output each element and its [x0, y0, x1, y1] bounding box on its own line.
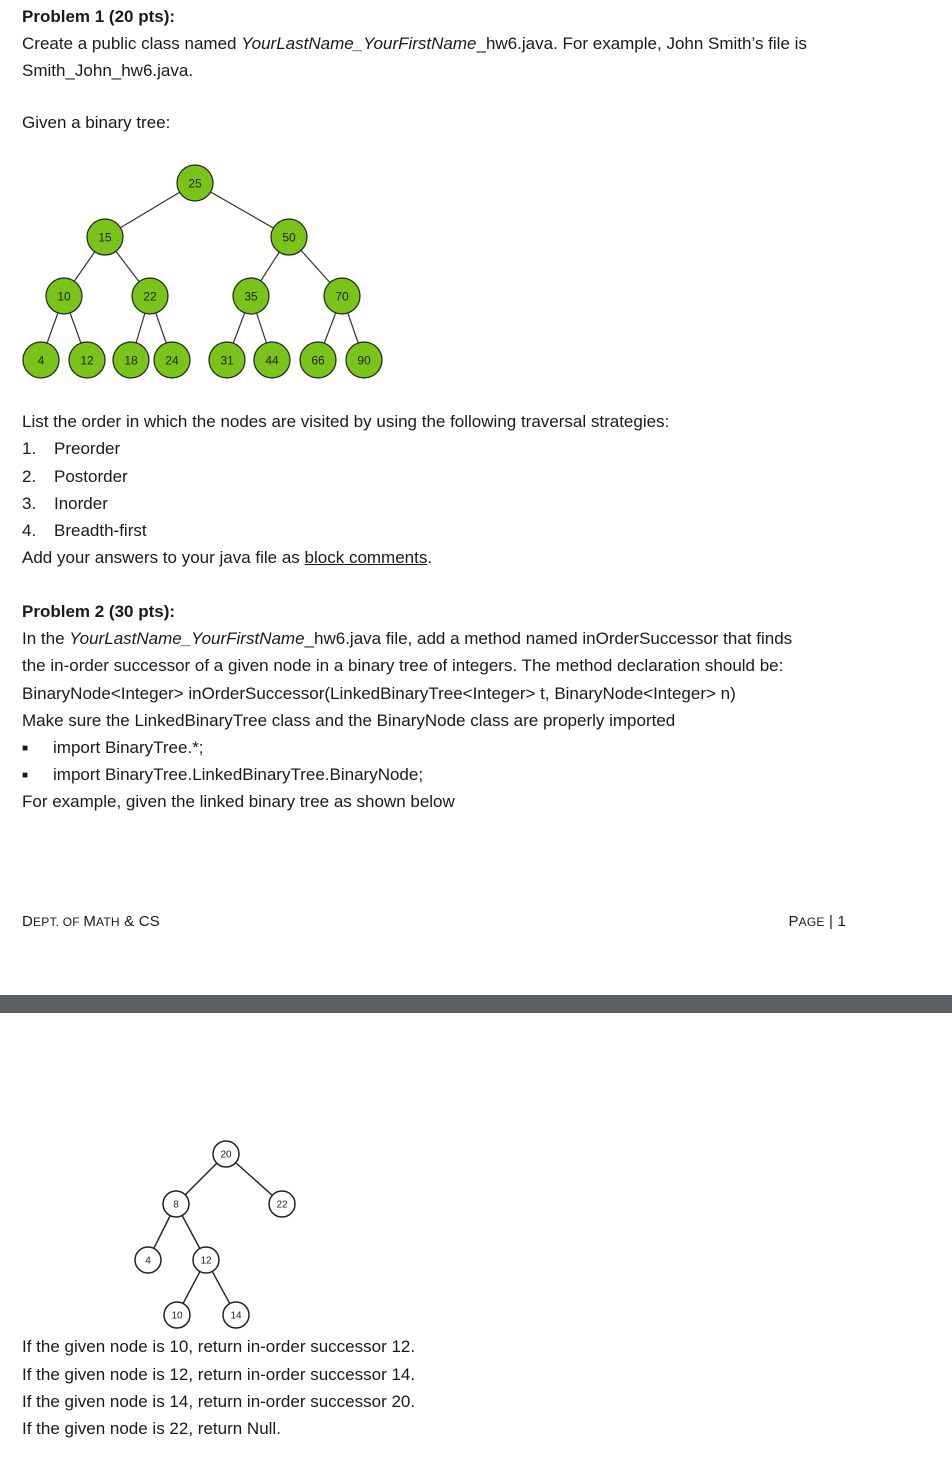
- block-comments-link[interactable]: block comments: [304, 548, 428, 567]
- tree-node-label-44: 44: [265, 353, 279, 368]
- list-item-1: 1. Preorder: [22, 439, 121, 458]
- tree-node-label-22: 22: [276, 1199, 288, 1211]
- bullet-icon: ■: [22, 743, 29, 754]
- tree1-nodes: [23, 165, 382, 378]
- page-separator: [0, 995, 952, 1013]
- example-line-2: If the given node is 12, return in-order successor 14.: [22, 1365, 416, 1384]
- method-declaration: BinaryNode<Integer> inOrderSuccessor(LinkedBinaryTree<Integer> t, BinaryNode<Integer> n): [22, 684, 736, 703]
- list-item-4: 4. Breadth-first: [22, 521, 147, 540]
- tree-node-label-12: 12: [80, 353, 94, 368]
- problem2-line4: Make sure the LinkedBinaryTree class and the BinaryNode class are properly imported: [22, 711, 676, 730]
- tree-node-label-70: 70: [335, 289, 349, 304]
- tree-node-label-35: 35: [244, 289, 258, 304]
- tree-node-label-25: 25: [188, 176, 202, 191]
- example-line-1: If the given node is 10, return in-order successor 12.: [22, 1337, 416, 1356]
- tree-node-label-10: 10: [57, 289, 71, 304]
- tree-node-label-31: 31: [220, 353, 234, 368]
- problem2-line1: In the YourLastName_YourFirstName_hw6.java file, add a method named inOrderSuccessor that finds: [22, 629, 793, 648]
- tree-node-label-10: 10: [171, 1310, 183, 1322]
- tree-node-label-50: 50: [282, 230, 296, 245]
- import-bullet-1: ■ import BinaryTree.*;: [22, 738, 204, 757]
- page-2: [0, 1013, 952, 1469]
- tree-node-label-18: 18: [124, 353, 138, 368]
- tree-node-label-22: 22: [143, 289, 157, 304]
- bullet-icon: ■: [22, 770, 29, 781]
- binary-tree-figure: [0, 155, 400, 385]
- tree-node-label-90: 90: [357, 353, 371, 368]
- answer-instruction: Add your answers to your java file as block comments.: [22, 548, 433, 567]
- import-bullet-2: ■ import BinaryTree.LinkedBinaryTree.BinaryNode;: [22, 765, 424, 784]
- problem2-heading: Problem 2 (30 pts):: [22, 602, 176, 621]
- tree-node-label-4: 4: [145, 1255, 151, 1267]
- list-item-2: 2. Postorder: [22, 467, 128, 486]
- problem1-line1: Create a public class named YourLastName_YourFirstName_hw6.java. For example, John Smith’s file is: [22, 34, 807, 53]
- tree-node-label-12: 12: [200, 1255, 212, 1267]
- tree-node-label-66: 66: [311, 353, 325, 368]
- footer-department: DEPT. OF MATH & CS: [22, 913, 160, 930]
- footer-page-number: PAGE | 1: [788, 913, 846, 930]
- problem1-heading: Problem 1 (20 pts):: [22, 7, 176, 26]
- problem1-line2: Smith_John_hw6.java.: [22, 61, 194, 80]
- tree-node-label-14: 14: [230, 1310, 242, 1322]
- tree2-nodes: [135, 1141, 295, 1328]
- tree-node-label-20: 20: [220, 1149, 232, 1161]
- tree-node-label-15: 15: [98, 230, 112, 245]
- problem2-line5: For example, given the linked binary tree as shown below: [22, 792, 455, 811]
- tree-node-label-8: 8: [173, 1199, 179, 1211]
- tree-node-label-24: 24: [165, 353, 179, 368]
- example-tree-figure: [0, 1138, 320, 1338]
- problem2-line2: the in-order successor of a given node in a binary tree of integers. The method declaration should be:: [22, 656, 784, 675]
- list-item-3: 3. Inorder: [22, 494, 108, 513]
- example-line-4: If the given node is 22, return Null.: [22, 1419, 281, 1438]
- tree-node-label-4: 4: [37, 353, 45, 368]
- given-tree-text: Given a binary tree:: [22, 113, 171, 132]
- example-line-3: If the given node is 14, return in-order successor 20.: [22, 1392, 416, 1411]
- list-intro: List the order in which the nodes are visited by using the following traversal strategies:: [22, 412, 670, 431]
- filename-italic: YourLastName_YourFirstName: [241, 34, 477, 53]
